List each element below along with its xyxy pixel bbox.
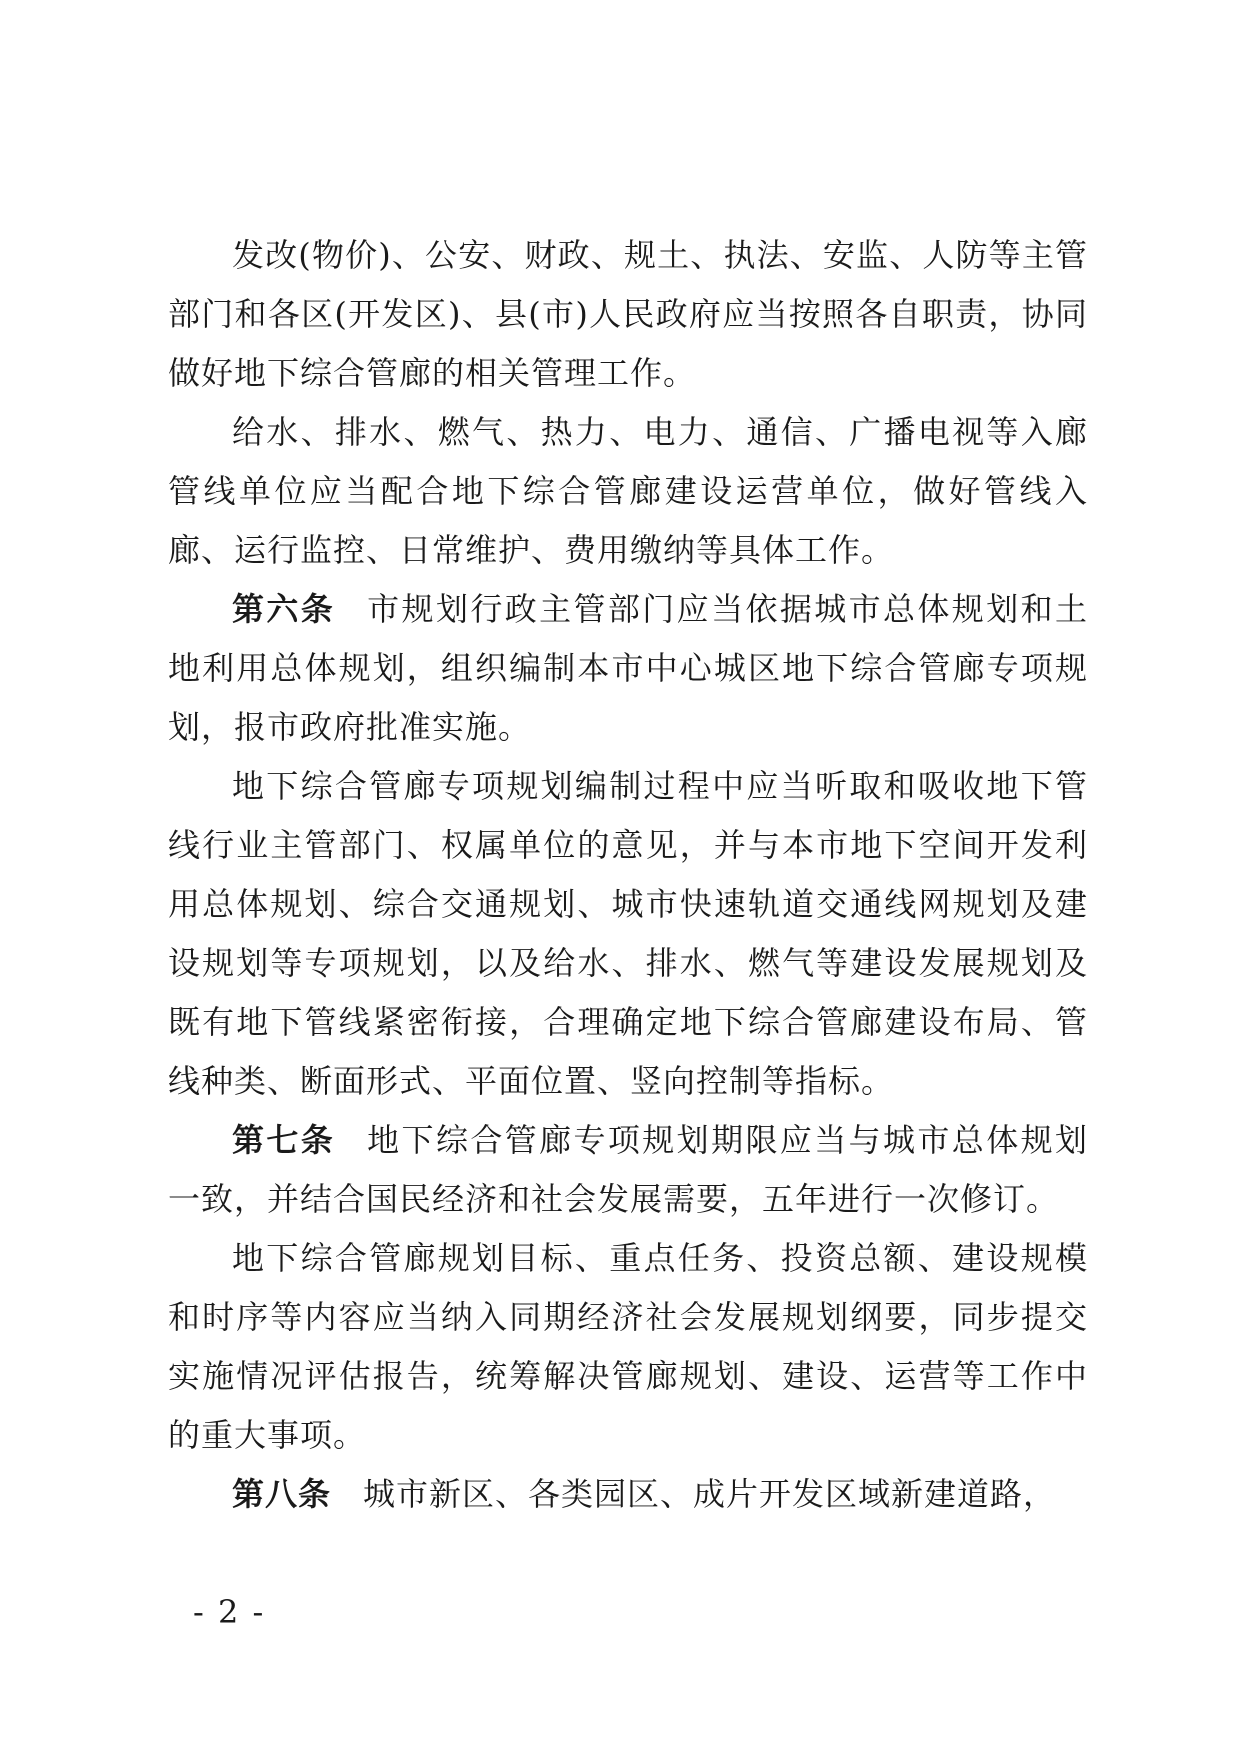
page-number: - 2 - <box>193 1593 266 1631</box>
article-number: 第七条 <box>232 1121 336 1159</box>
article-number: 第八条 <box>232 1475 332 1513</box>
paragraph-text: 地下综合管廊专项规划编制过程中应当听取和吸收地下管线行业主管部门、权属单位的意见，并与本市地下空间开发利用总体规划、综合交通规划、城市快速轨道交通线网规划及建设规划等专项规划，以及给水、排水、燃气等建设发展规划及既有地下管线紧密衔接，合理确定地下综合管廊建设布局、管线种类、断面形式、平面位置、竖向控制等指标。 <box>168 767 1088 1100</box>
paragraph-text: 给水、排水、燃气、热力、电力、通信、广播电视等入廊管线单位应当配合地下综合管廊建设运营单位，做好管线入廊、运行监控、日常维护、费用缴纳等具体工作。 <box>168 413 1088 569</box>
paragraph <box>168 226 1088 403</box>
paragraph-text: 地下综合管廊专项规划期限应当与城市总体规划一致，并结合国民经济和社会发展需要，五年进行一次修订。 <box>168 1121 1088 1218</box>
document-body <box>168 226 1088 1524</box>
paragraph-text: 发改(物价)、公安、财政、规土、执法、安监、人防等主管部门和各区(开发区)、县(市)人民政府应当按照各自职责，协同做好地下综合管廊的相关管理工作。 <box>168 236 1088 392</box>
paragraph <box>168 580 1088 757</box>
paragraph-text: 市规划行政主管部门应当依据城市总体规划和土地利用总体规划，组织编制本市中心城区地下综合管廊专项规划，报市政府批准实施。 <box>168 590 1088 746</box>
paragraph <box>168 1465 1088 1524</box>
paragraph-text: 地下综合管廊规划目标、重点任务、投资总额、建设规模和时序等内容应当纳入同期经济社会发展规划纲要，同步提交实施情况评估报告，统筹解决管廊规划、建设、运营等工作中的重大事项。 <box>168 1239 1088 1454</box>
paragraph <box>168 757 1088 1111</box>
article-number: 第六条 <box>232 590 336 628</box>
paragraph-text: 城市新区、各类园区、成片开发区域新建道路， <box>363 1475 1057 1513</box>
paragraph <box>168 1229 1088 1465</box>
paragraph <box>168 1111 1088 1229</box>
paragraph <box>168 403 1088 580</box>
